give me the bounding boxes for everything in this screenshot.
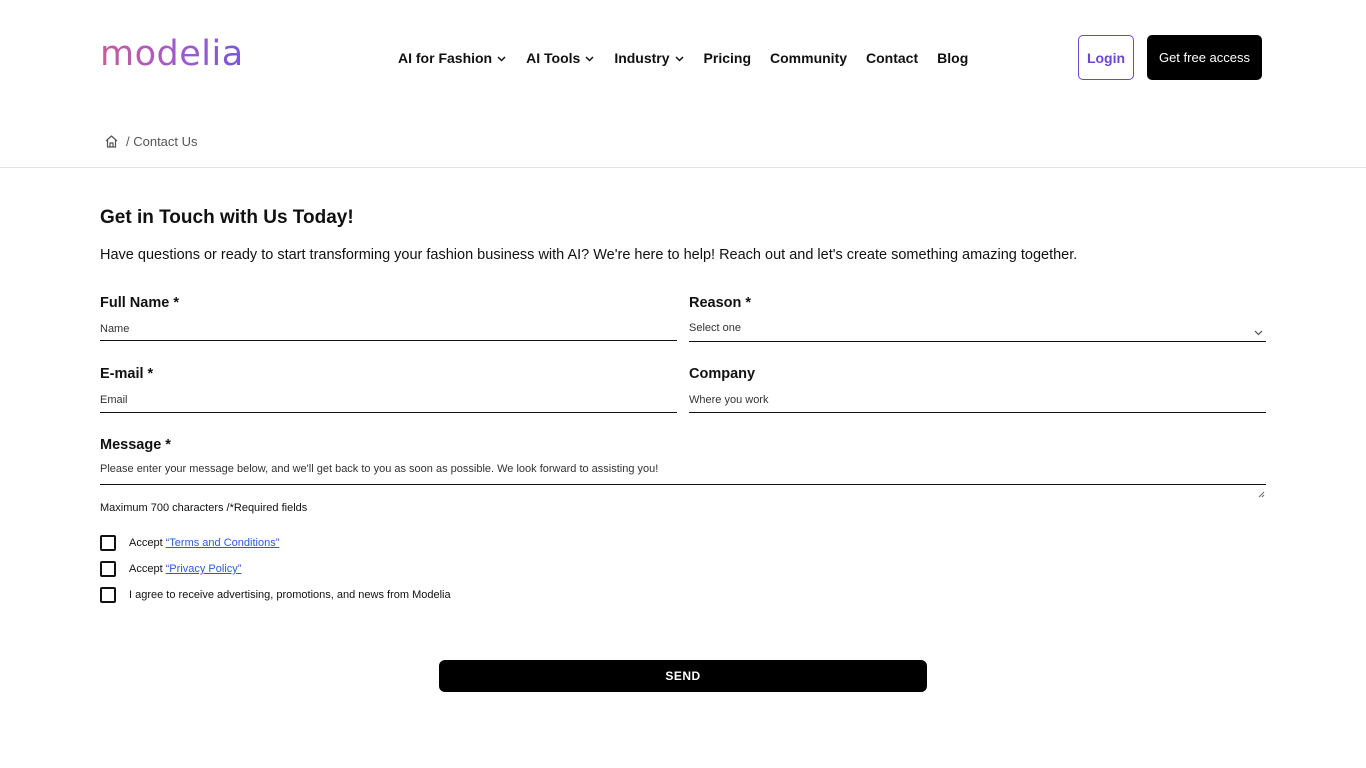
main-nav	[398, 47, 987, 69]
nav-ai-tools[interactable]	[526, 50, 595, 66]
marketing-check-row	[100, 587, 451, 603]
send-button[interactable]: SEND	[439, 660, 927, 692]
resize-grip-icon[interactable]	[1258, 485, 1265, 492]
reason-selected-value: Select one	[689, 322, 741, 334]
email-input[interactable]	[100, 388, 677, 413]
breadcrumb	[104, 132, 198, 150]
terms-checkbox[interactable]	[100, 535, 116, 551]
privacy-check-row	[100, 561, 241, 577]
company-input[interactable]	[689, 388, 1266, 413]
email-label: E-mail *	[100, 366, 154, 382]
privacy-checkbox[interactable]	[100, 561, 116, 577]
message-field	[100, 437, 1266, 494]
get-free-access-button[interactable]: Get free access	[1147, 35, 1262, 80]
modelia-logo[interactable]: modelia	[100, 34, 244, 74]
nav-contact[interactable]: Contact	[866, 50, 919, 66]
reason-select[interactable]	[689, 317, 1266, 342]
terms-link[interactable]: “Terms and Conditions”	[165, 537, 280, 549]
marketing-checkbox[interactable]	[100, 587, 116, 603]
nav-ai-for-fashion[interactable]	[398, 50, 507, 66]
login-button[interactable]: Login	[1078, 35, 1134, 80]
page-intro: Have questions or ready to start transforming your fashion business with AI? We're here to help! Reach out and let's create something amazing together.	[100, 247, 1078, 263]
privacy-link[interactable]: “Privacy Policy”	[165, 563, 242, 575]
message-textarea[interactable]	[100, 459, 1266, 485]
site-header	[0, 0, 1366, 115]
form-hint: Maximum 700 characters /*Required fields	[100, 502, 308, 514]
company-field	[689, 366, 1266, 423]
nav-pricing[interactable]: Pricing	[703, 50, 752, 66]
chevron-down-icon	[584, 53, 595, 64]
chevron-down-icon	[1254, 323, 1263, 332]
nav-label: Industry	[614, 50, 670, 66]
chevron-down-icon	[674, 53, 685, 64]
marketing-label: I agree to receive advertising, promotions, and news from Modelia	[129, 589, 451, 601]
breadcrumb-current: / Contact Us	[126, 133, 198, 149]
reason-label: Reason *	[689, 295, 752, 311]
email-field	[100, 366, 677, 423]
reason-field	[689, 295, 1266, 351]
nav-community[interactable]: Community	[770, 50, 848, 66]
terms-prefix: Accept	[129, 537, 163, 549]
home-icon[interactable]	[104, 134, 119, 149]
nav-label: AI Tools	[526, 50, 581, 66]
message-label: Message *	[100, 437, 171, 453]
full-name-field	[100, 295, 677, 351]
full-name-input[interactable]	[100, 317, 677, 341]
privacy-prefix: Accept	[129, 563, 163, 575]
full-name-label: Full Name *	[100, 295, 179, 311]
company-label: Company	[689, 366, 756, 382]
chevron-down-icon	[496, 53, 507, 64]
nav-industry[interactable]	[614, 50, 684, 66]
terms-check-row	[100, 535, 279, 551]
nav-label: AI for Fashion	[398, 50, 493, 66]
page-title: Get in Touch with Us Today!	[100, 207, 354, 228]
nav-blog[interactable]: Blog	[937, 50, 969, 66]
header-divider	[0, 167, 1366, 168]
